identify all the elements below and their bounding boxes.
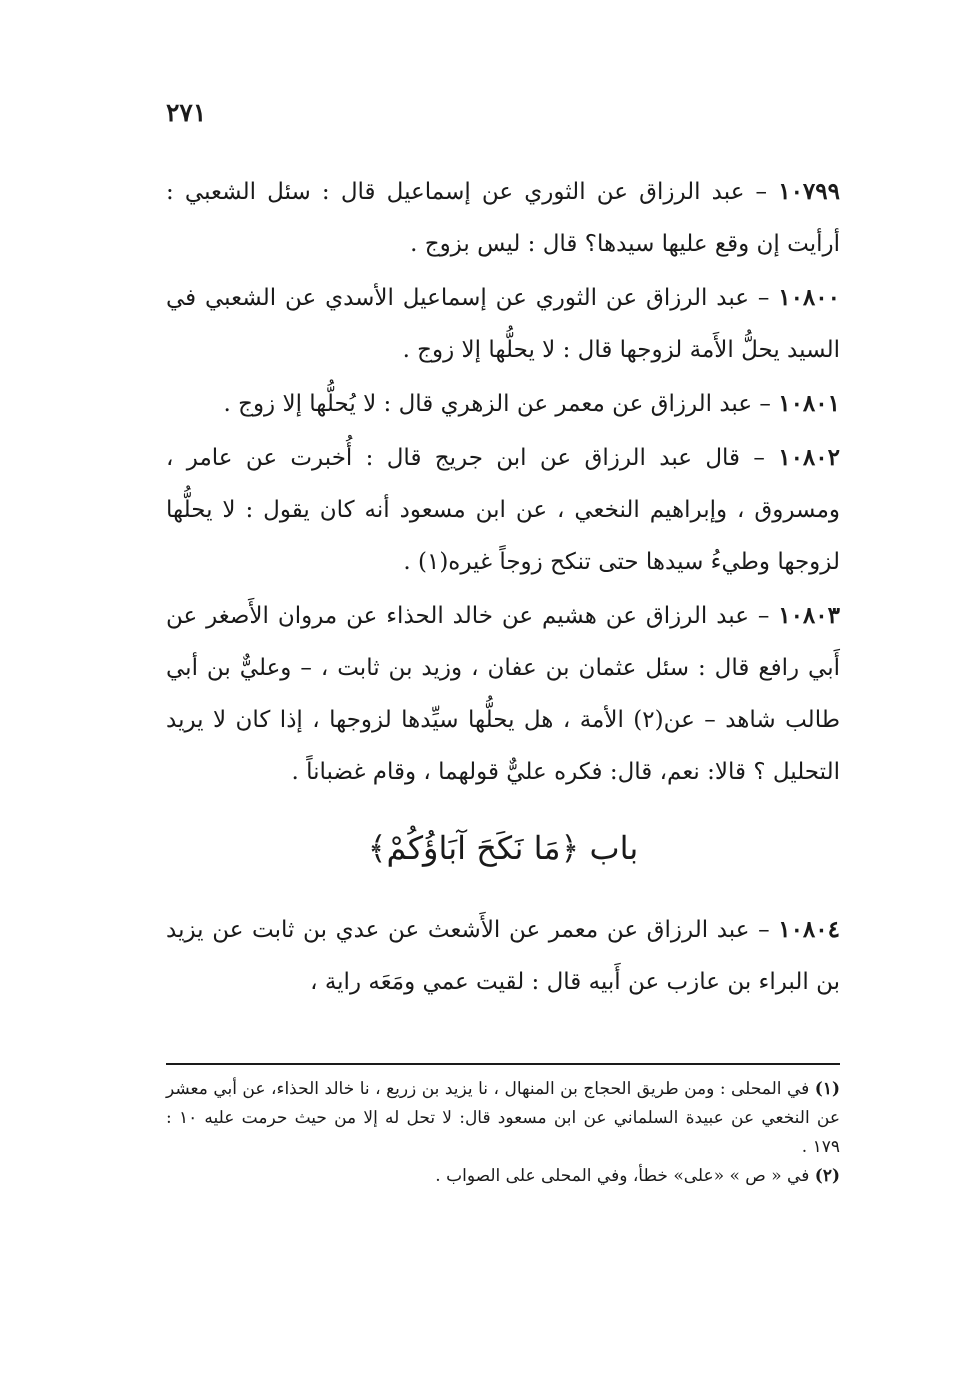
hadith-text: – عبد الرزاق عن الثوري عن إسماعيل قال : سئل الشعبي : أرأيت إن وقع عليها سيدها؟ قال : ليس بزوج . — [166, 179, 840, 257]
hadith-text: – عبد الرزاق عن هشيم عن خالد الحذاء عن مروان الأَصغر عن أَبي رافع قال : سئل عثمان بن عفان ، وزيد بن ثابت ، – وعليٌّ بن أبي طالب شاهد – عن(٢) الأمة ، هل يحلُّها سيِّدها لزوجها ، إذا كان لا يريد التحليل ؟ قالا: نعم، قال: فكره عليٌّ قولهما ، وقام غضباناً . — [166, 603, 841, 785]
hadith-text: – عبد الرزاق عن معمر عن الأَشعث عن عدي بن ثابت عن يزيد بن البراء بن عازب عن أَبيه قال : لقيت عمي ومَعَه راية ، — [166, 917, 840, 995]
hadith-10800 — [166, 272, 840, 376]
footnote-2 — [166, 1162, 840, 1191]
main-text — [166, 166, 840, 1010]
hadith-10803 — [166, 590, 840, 798]
hadith-text: – عبد الرزاق عن معمر عن الزهري قال : لا يُحلُّها إلا زوج . — [223, 391, 779, 417]
hadith-10804 — [166, 904, 840, 1008]
footnote-text: في « ص » «على» خطأ، وفي المحلى على الصواب . — [435, 1166, 815, 1186]
page-number: ٢٧١ — [166, 98, 207, 127]
hadith-number: ١٠٨٠٤ — [778, 916, 840, 943]
footnote-text: في المحلى : ومن طريق الحجاج بن المنهال ، نا يزيد بن زريع ، نا خالد الحذاء، عن أبي معشر عن النخعي عن عبيدة السلماني عن ابن مسعود قال: لا تحل له إلا من حيث حرمت عليه ١٠ : ١٧٩ . — [166, 1079, 840, 1157]
hadith-number: ١٠٨٠٢ — [778, 444, 840, 471]
hadith-10802 — [166, 432, 840, 588]
footnote-1 — [166, 1075, 840, 1162]
hadith-number: ١٠٧٩٩ — [778, 178, 840, 205]
hadith-number: ١٠٨٠١ — [778, 390, 840, 417]
hadith-text: – قال عبد الرزاق عن ابن جريج قال : أُخبرت عن عامر ، ومسروق ، وإبراهيم النخعي ، عن ابن مسعود أنه كان يقول : لا يحلُّها لزوجها وطيءُ سيدها حتى تنكح زوجاً غيره(١) . — [166, 445, 840, 575]
hadith-number: ١٠٨٠٣ — [778, 602, 840, 629]
hadith-text: – عبد الرزاق عن الثوري عن إسماعيل الأسدي عن الشعبي في السيد يحلُّ الأَمة لزوجها قال : لا يحلُّها إلا زوج . — [166, 285, 840, 363]
chapter-heading: باب ﴿مَا نَكَحَ آبَاؤُكُمْ﴾ — [367, 829, 639, 867]
hadith-10801 — [166, 378, 840, 430]
hadith-number: ١٠٨٠٠ — [778, 284, 840, 311]
footnote-number: (١) — [814, 1079, 840, 1099]
footnotes — [166, 1063, 840, 1191]
footnote-divider — [166, 1063, 840, 1065]
footnote-number: (٢) — [814, 1166, 840, 1186]
hadith-10799 — [166, 166, 840, 270]
